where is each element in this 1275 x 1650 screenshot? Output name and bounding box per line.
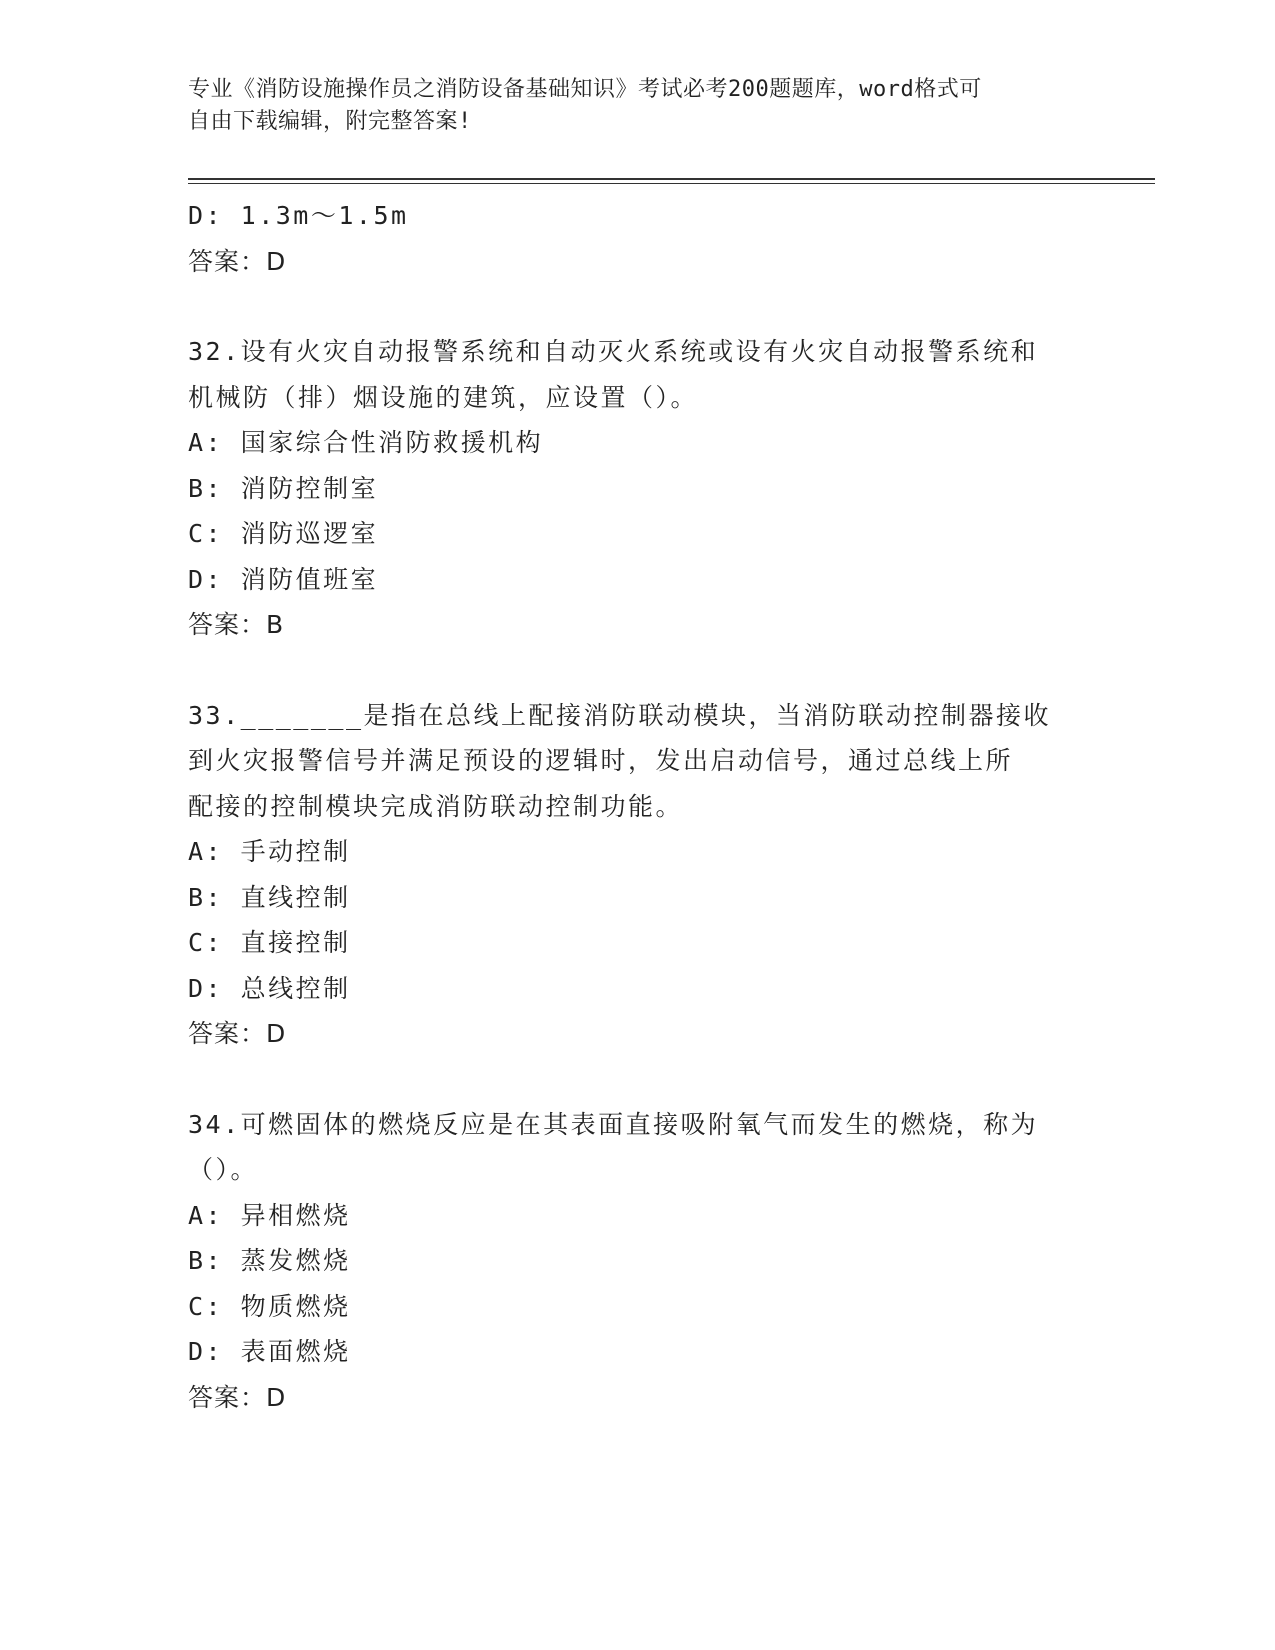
question-stem-line: 32.设有火灾自动报警系统和自动灭火系统或设有火灾自动报警系统和 [188, 337, 1039, 366]
question-stem-line: 配接的控制模块完成消防联动控制功能。 [188, 791, 684, 821]
option-a: A: 手动控制 [188, 837, 351, 866]
question-32 [188, 329, 1088, 648]
option-d: D: 1.3m～1.5m [188, 201, 409, 230]
answer: 答案：D [188, 246, 287, 276]
option-a: A: 国家综合性消防救援机构 [188, 428, 544, 457]
page-header [188, 74, 1088, 138]
option-d: D: 表面燃烧 [188, 1337, 351, 1366]
option-c: C: 直接控制 [188, 928, 351, 957]
question-stem-line: （）。 [188, 1155, 259, 1184]
option-b: B: 蒸发燃烧 [188, 1246, 351, 1275]
header-divider [188, 178, 1155, 180]
question-stem-line: 机械防（排）烟设施的建筑，应设置（）。 [188, 382, 699, 412]
header-line-1: 专业《消防设施操作员之消防设备基础知识》考试必考200题题库，word格式可 [188, 77, 982, 102]
header-line-2: 自由下载编辑，附完整答案! [188, 109, 472, 134]
question-stem-line: 到火灾报警信号并满足预设的逻辑时，发出启动信号，通过总线上所 [188, 746, 1014, 775]
option-b: B: 消防控制室 [188, 473, 379, 503]
answer: 答案：D [188, 1019, 287, 1048]
option-a: A: 异相燃烧 [188, 1200, 351, 1230]
option-c: C: 消防巡逻室 [188, 519, 379, 548]
question-stem-line: 34.可燃固体的燃烧反应是在其表面直接吸附氧气而发生的燃烧，称为 [188, 1109, 1039, 1139]
option-d: D: 消防值班室 [188, 564, 379, 594]
previous-question-tail [188, 193, 1088, 284]
question-33 [188, 693, 1088, 1057]
document-body [188, 193, 1088, 1420]
answer: 答案：B [188, 610, 285, 639]
option-d: D: 总线控制 [188, 973, 351, 1003]
option-b: B: 直线控制 [188, 882, 351, 912]
question-stem-line: 33._______是指在总线上配接消防联动模块，当消防联动控制器接收 [188, 700, 1052, 730]
option-c: C: 物质燃烧 [188, 1291, 351, 1321]
question-34 [188, 1102, 1088, 1421]
answer: 答案：D [188, 1382, 287, 1412]
